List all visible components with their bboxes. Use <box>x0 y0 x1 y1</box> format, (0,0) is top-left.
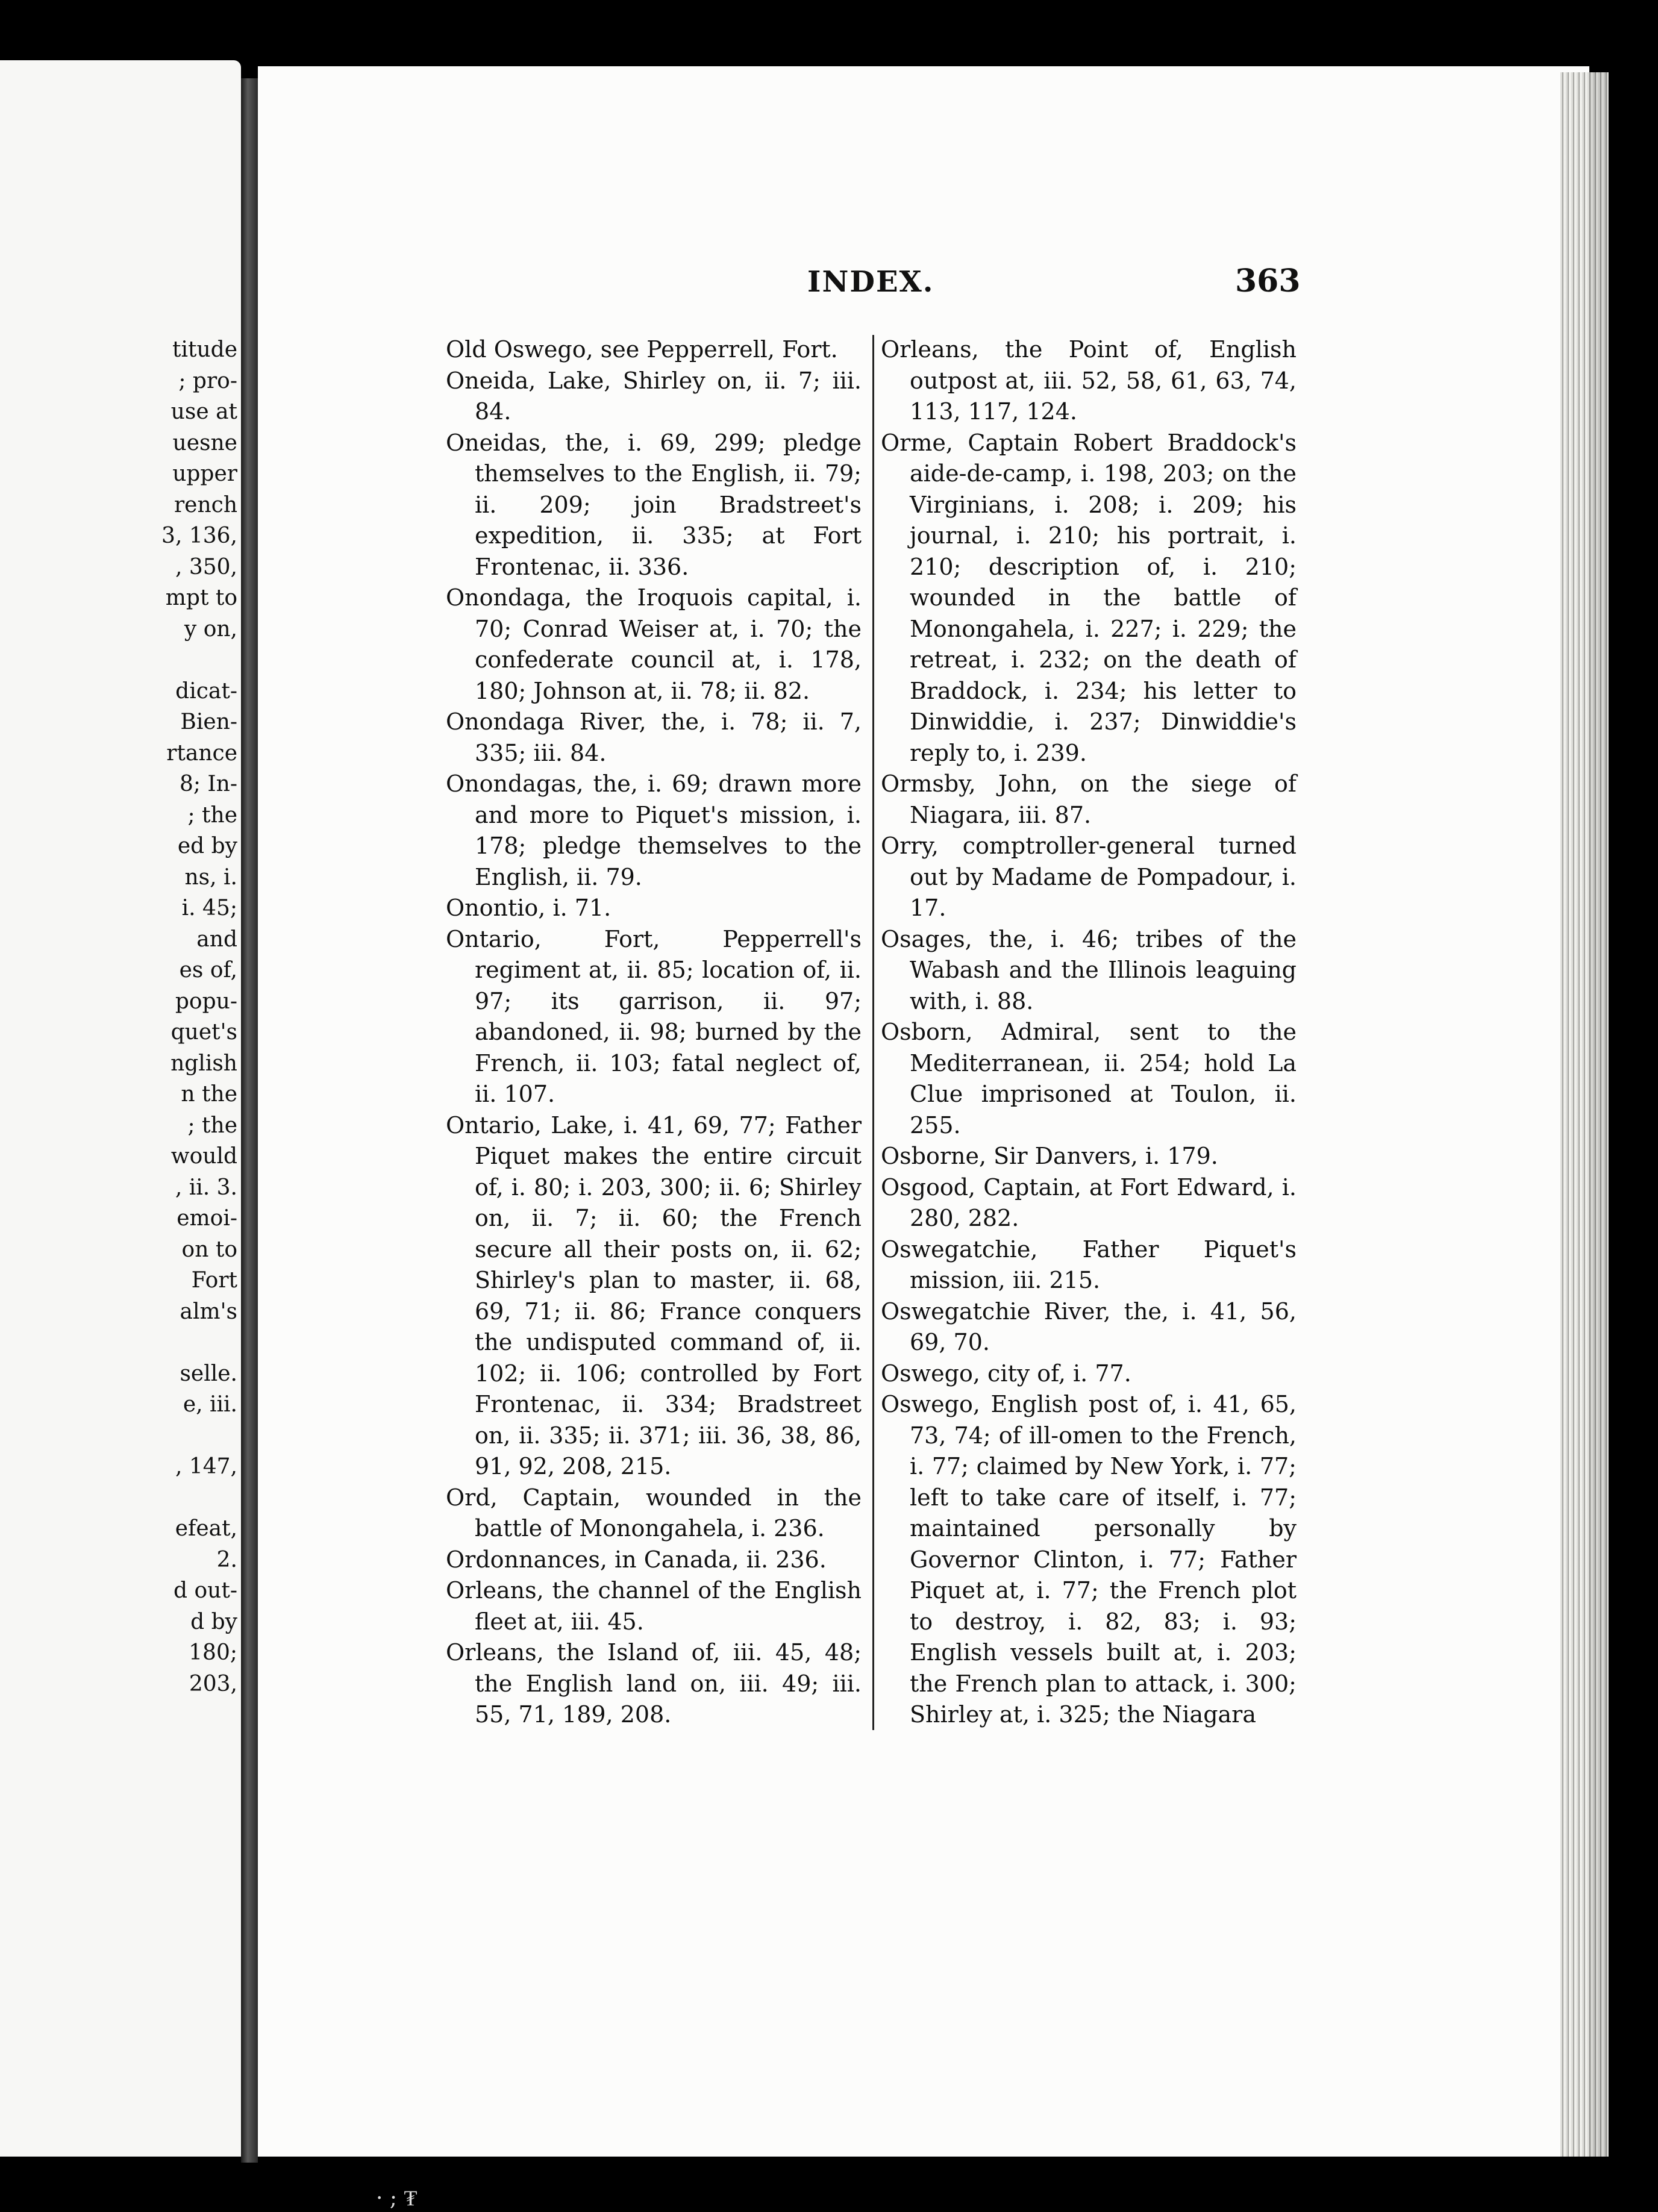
left-page-line-fragment: d by <box>190 1609 237 1634</box>
left-page-line-fragment: 180; <box>189 1640 237 1665</box>
left-page-line-fragment: d out- <box>174 1578 237 1603</box>
page-number: 363 <box>1235 263 1301 299</box>
index-entry: Oneida, Lake, Shirley on, ii. 7; iii. 84. <box>446 367 862 425</box>
left-page-line-fragment: 8; In- <box>179 772 237 796</box>
left-page-line-fragment: and <box>196 926 237 952</box>
index-entry: Orry, comptroller-general turned out by Madame de Pompadour, i. 17. <box>881 833 1297 921</box>
index-entry: Ord, Captain, wounded in the battle of Monongahela, i. 236. <box>446 1484 862 1542</box>
index-entry: Ormsby, John, on the siege of Niagara, iii. 87. <box>881 770 1297 828</box>
index-entry: Oswego, English post of, i. 41, 65, 73, 74; of ill-omen to the French, i. 77; claimed by New York, i. 77; left to take care of itself, i. 77; maintained personally by Governor Clinton, i. 77; Father Piquet at, i. 77; the French plot to destroy, i. 82, 83; i. 93; English vessels built at, i. 203; the French plan to attack, i. 300; Shirley at, i. 325; the Niagara <box>881 1391 1297 1728</box>
left-page-line-fragment: ns, i. <box>184 864 237 890</box>
left-page-line-fragment: 203, <box>189 1671 237 1696</box>
index-entry: Onontio, i. 71. <box>446 895 612 921</box>
left-page <box>0 60 241 2157</box>
left-page-line-fragment: ed by <box>177 834 237 858</box>
left-page-line-fragment: mpt to <box>165 586 237 610</box>
left-page-line-fragment: upper <box>172 461 237 486</box>
left-page-line-fragment: use at <box>170 399 237 424</box>
left-page-line-fragment: , 350, <box>175 554 237 580</box>
index-entry: Ontario, Lake, i. 41, 69, 77; Father Piquet makes the entire circuit of, i. 80; i. 203, 300; ii. 6; Shirley on, ii. 7; ii. 60; the French secure all their posts on, ii. 62; Shirley's plan to master, ii. 68, 69, 71; ii. 86; France conquers the undisputed command of, ii. 102; ii. 106; controlled by Fort Frontenac, ii. 334; Bradstreet on, ii. 335; ii. 371; iii. 36, 38, 86, 91, 92, 208, 215. <box>446 1111 862 1479</box>
index-entry: Osborne, Sir Danvers, i. 179. <box>881 1143 1218 1169</box>
left-page-line-fragment: Fort <box>191 1268 237 1293</box>
left-page-line-fragment: e, iii. <box>183 1392 237 1417</box>
index-entry: Onondaga River, the, i. 78; ii. 7, 335; iii. 84. <box>446 708 862 766</box>
left-page-line-fragment: selle. <box>180 1361 237 1386</box>
left-page-line-fragment: nglish <box>170 1051 237 1076</box>
left-page-line-fragment: y on, <box>184 616 237 642</box>
index-entry: Oswegatchie, Father Piquet's mission, iii. 215. <box>881 1236 1297 1293</box>
index-column-left <box>446 334 862 1731</box>
index-entry: Orleans, the Island of, iii. 45, 48; the English land on, iii. 49; iii. 55, 71, 189, 208. <box>446 1639 862 1728</box>
left-page-line-fragment: popu- <box>175 989 237 1014</box>
index-entry: Orleans, the channel of the English fleet at, iii. 45. <box>446 1577 862 1635</box>
left-page-line-fragment: ; pro- <box>178 368 237 393</box>
index-column-right <box>881 334 1297 1731</box>
left-page-line-fragment: emoi- <box>177 1206 237 1231</box>
left-page-line-fragment: , ii. 3. <box>175 1175 237 1200</box>
index-entry: Osgood, Captain, at Fort Edward, i. 280, 282. <box>881 1173 1297 1231</box>
index-entry: Ontario, Fort, Pepperrell's regiment at, ii. 85; location of, ii. 97; its garrison, ii. 97; abandoned, ii. 98; burned by the French, ii. 103; fatal neglect of, ii. 107. <box>446 925 862 1107</box>
index-entry: Ordonnances, in Canada, ii. 236. <box>446 1546 827 1573</box>
left-page-line-fragment: alm's <box>180 1299 237 1324</box>
left-page-line-fragment: rench <box>174 492 237 517</box>
left-page-line-fragment: uesne <box>172 430 237 455</box>
index-entry: Oswegatchie River, the, i. 41, 56, 69, 70. <box>881 1298 1297 1355</box>
left-page-line-fragment: titude <box>172 337 237 362</box>
index-entry: Orme, Captain Robert Braddock's aide-de-camp, i. 198, 203; on the Virginians, i. 208; i. 209; his journal, i. 210; his portrait, i. 210; description of, i. 210; wounded in the battle of Monongahela, i. 227; i. 229; the retreat, i. 232; on the death of Braddock, i. 234; his letter to Dinwiddie, i. 237; Dinwiddie's reply to, i. 239. <box>881 429 1297 766</box>
left-page-line-fragment: quet's <box>170 1020 237 1045</box>
left-page-line-fragment: 2. <box>216 1547 237 1572</box>
left-page-line-fragment: rtance <box>166 740 237 766</box>
left-page-line-fragment: ; the <box>187 1113 237 1138</box>
page-edges <box>1560 72 1609 2157</box>
left-page-line-fragment: i. 45; <box>181 896 237 920</box>
left-page-line-fragment: , 147, <box>175 1454 237 1479</box>
left-page-line-fragment: n the <box>181 1082 237 1107</box>
book-spine <box>241 78 258 2163</box>
running-header-title: INDEX. <box>807 265 934 299</box>
left-page-line-fragment: efeat, <box>175 1516 237 1541</box>
scan-artifact-mark: · ; ₮ <box>376 2186 418 2211</box>
left-page-line-fragment: es of, <box>179 958 237 983</box>
index-entry: Onondagas, the, i. 69; drawn more and more to Piquet's mission, i. 178; pledge themselves to the English, ii. 79. <box>446 770 862 890</box>
index-entry: Onondaga, the Iroquois capital, i. 70; Conrad Weiser at, i. 70; the confederate council at, i. 178, 180; Johnson at, ii. 78; ii. 82. <box>446 584 862 704</box>
index-entry: Osages, the, i. 46; tribes of the Wabash and the Illinois leaguing with, i. 88. <box>881 925 1297 1014</box>
index-entry: Oneidas, the, i. 69, 299; pledge themselves to the English, ii. 79; ii. 209; join Bradstreet's expedition, ii. 335; at Fort Frontenac, ii. 336. <box>446 429 862 580</box>
index-entry: Old Oswego, see Pepperrell, Fort. <box>446 336 838 363</box>
column-divider <box>872 335 874 1730</box>
index-entry: Osborn, Admiral, sent to the Mediterranean, ii. 254; hold La Clue imprisoned at Toulon, ii. 255. <box>881 1019 1297 1139</box>
left-page-line-fragment: would <box>170 1144 237 1169</box>
left-page-line-fragment: on to <box>181 1237 237 1262</box>
left-page-line-fragment: dicat- <box>175 678 237 704</box>
left-page-line-fragment: ; the <box>187 802 237 828</box>
left-page-line-fragment: 3, 136, <box>161 523 237 548</box>
index-entry: Orleans, the Point of, English outpost at, iii. 52, 58, 61, 63, 74, 113, 117, 124. <box>881 336 1297 425</box>
index-entry: Oswego, city of, i. 77. <box>881 1360 1131 1387</box>
left-page-line-fragment: Bien- <box>180 710 237 734</box>
